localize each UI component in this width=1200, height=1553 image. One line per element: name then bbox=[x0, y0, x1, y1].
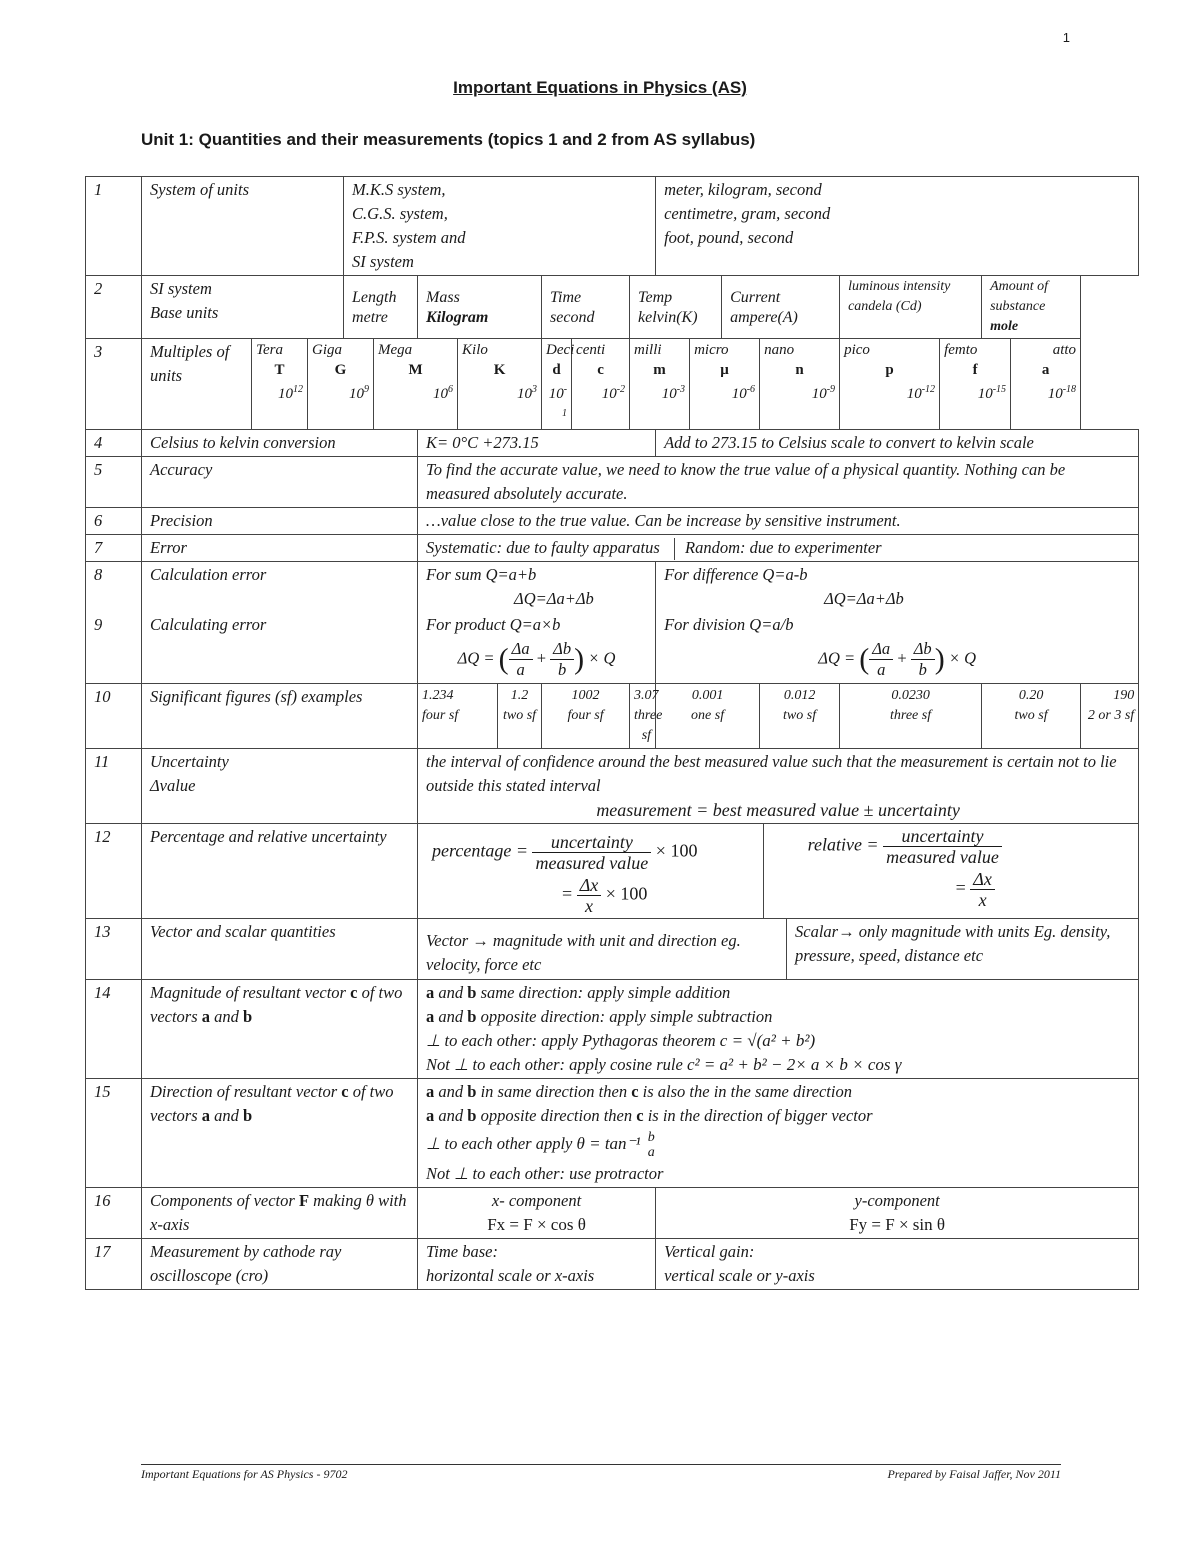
prefix-cell: Giga G $10^9$ bbox=[308, 339, 374, 430]
row-number: 11 bbox=[86, 749, 142, 824]
row-number: 15 bbox=[86, 1079, 142, 1188]
prefix-cell: Deci d $10^{-1}$ bbox=[542, 339, 572, 430]
prefix-cell: atto a $10^{-18}$ bbox=[1011, 339, 1081, 430]
kelvin-formula: K= 0°C +273.15 bbox=[418, 430, 656, 457]
row-number: 9 bbox=[86, 612, 142, 684]
row-number: 16 bbox=[86, 1188, 142, 1239]
prefix-cell: micro μ $10^{-6}$ bbox=[690, 339, 760, 430]
document-title: Important Equations in Physics (AS) bbox=[453, 78, 747, 97]
sf-example: 1002 four sf bbox=[542, 684, 630, 749]
row-6 bbox=[86, 508, 1139, 535]
row-topic: System of units bbox=[142, 177, 344, 276]
row-topic: Calculating error bbox=[142, 612, 418, 684]
si-base-unit: Current ampere(A) bbox=[722, 276, 840, 339]
kelvin-note: Add to 273.15 to Celsius scale to convert to kelvin scale bbox=[656, 430, 1139, 457]
unit-title: Unit 1: Quantities and their measurements (topics 1 and 2 from AS syllabus) bbox=[141, 130, 756, 149]
row-number: 13 bbox=[86, 919, 142, 980]
row-topic: Measurement by cathode ray oscilloscope (cro) bbox=[142, 1239, 418, 1290]
sf-example: 0.001 one sf bbox=[656, 684, 760, 749]
row-topic: Uncertainty Δvalue bbox=[142, 749, 418, 824]
sf-example: 0.0230 three sf bbox=[840, 684, 982, 749]
row-topic: Error bbox=[142, 535, 418, 562]
uncertainty-formula: measurement = best measured value ± uncertainty bbox=[596, 800, 960, 821]
sf-example: 0.20 two sf bbox=[982, 684, 1081, 749]
precision-text: …value close to the true value. Can be increase by sensitive instrument. bbox=[418, 508, 1139, 535]
sf-example: 1.234 four sf bbox=[418, 684, 498, 749]
row-14 bbox=[86, 980, 1139, 1079]
relative-error-formula: ΔQ = ( $\frac{\Delta a}{a}$ + $\frac{\Delta b}{b}$ ) × Q bbox=[818, 639, 976, 680]
vector-definition: Vector → magnitude with unit and direction eg. velocity, force etc bbox=[426, 931, 741, 975]
footer-left: Important Equations for AS Physics - 9702 bbox=[141, 1467, 348, 1481]
prefix-cell: Kilo K $10^3$ bbox=[458, 339, 542, 430]
row-topic: Significant figures (sf) examples bbox=[142, 684, 418, 749]
x-component: x- component Fx = F × cos θ bbox=[418, 1188, 656, 1239]
row-13 bbox=[86, 919, 1139, 980]
si-base-unit: luminous intensity candela (Cd) bbox=[840, 276, 982, 339]
footer-right: Prepared by Faisal Jaffer, Nov 2011 bbox=[887, 1467, 1061, 1481]
prefix-cell: pico p $10^{-12}$ bbox=[840, 339, 940, 430]
sf-example: 1.2 two sf bbox=[498, 684, 542, 749]
row-2 bbox=[86, 276, 1139, 339]
division-error: For division Q=a/b ΔQ = ( $\frac{\Delta a}{a}$ + $\frac{\Delta b}{b}$ ) × Q bbox=[656, 612, 1139, 684]
prefix-cell: nano n $10^{-9}$ bbox=[760, 339, 840, 430]
row-number: 12 bbox=[86, 824, 142, 919]
prefix-cell: Mega M $10^6$ bbox=[374, 339, 458, 430]
row-4 bbox=[86, 430, 1139, 457]
si-base-unit: Amount of substance mole bbox=[982, 276, 1081, 339]
unit-systems-list: M.K.S system, C.G.S. system, F.P.S. system and SI system bbox=[344, 177, 656, 276]
row-16 bbox=[86, 1188, 1139, 1239]
row-10 bbox=[86, 684, 1139, 749]
row-topic: Magnitude of resultant vector c of two vectors a and b bbox=[142, 980, 418, 1079]
row-topic: Celsius to kelvin conversion bbox=[142, 430, 418, 457]
row-9 bbox=[86, 612, 1139, 684]
row-11 bbox=[86, 749, 1139, 824]
row-topic: Accuracy bbox=[142, 457, 418, 508]
prefix-cell: femto f $10^{-15}$ bbox=[940, 339, 1011, 430]
row-number: 10 bbox=[86, 684, 142, 749]
row-topic: Components of vector F making θ with x-axis bbox=[142, 1188, 418, 1239]
row-number: 1 bbox=[86, 177, 142, 276]
row-3 bbox=[86, 339, 1139, 430]
error-types: Systematic: due to faulty apparatus Random: due to experimenter bbox=[418, 535, 1139, 562]
y-component: y-component Fy = F × sin θ bbox=[656, 1188, 1139, 1239]
row-5 bbox=[86, 457, 1139, 508]
row-number: 4 bbox=[86, 430, 142, 457]
row-number: 8 bbox=[86, 562, 142, 613]
row-7 bbox=[86, 535, 1139, 562]
cro-vertical-gain: Vertical gain: vertical scale or y-axis bbox=[656, 1239, 1139, 1290]
row-15 bbox=[86, 1079, 1139, 1188]
row-topic: Direction of resultant vector c of two vectors a and b bbox=[142, 1079, 418, 1188]
row-number: 14 bbox=[86, 980, 142, 1079]
resultant-direction-rules: a and b in same direction then c is also the in the same direction a and b opposite direction then c is in the direction of bigger vector ⊥ to each other apply θ = tan⁻¹ b a Not ⊥ to each other: use protractor bbox=[418, 1079, 1139, 1188]
prefix-cell: Tera T $10^{12}$ bbox=[252, 339, 308, 430]
row-1 bbox=[86, 177, 1139, 276]
sf-example: 3.07 three sf bbox=[630, 684, 656, 749]
si-base-unit: Length metre bbox=[344, 276, 418, 339]
row-8 bbox=[86, 562, 1139, 613]
row-topic: Percentage and relative uncertainty bbox=[142, 824, 418, 919]
row-number: 6 bbox=[86, 508, 142, 535]
cro-time-base: Time base: horizontal scale or x-axis bbox=[418, 1239, 656, 1290]
row-topic: Multiples of units bbox=[142, 339, 252, 430]
si-base-unit: Mass Kilogram bbox=[418, 276, 542, 339]
sf-example: 0.012 two sf bbox=[760, 684, 840, 749]
vector-scalar bbox=[418, 919, 1139, 980]
equations-table bbox=[85, 176, 1139, 1290]
prefix-cell: centi c $10^{-2}$ bbox=[572, 339, 630, 430]
accuracy-text: To find the accurate value, we need to know the true value of a physical quantity. Nothing can be measured absolutely accurate. bbox=[418, 457, 1139, 508]
page-number: 1 bbox=[1062, 30, 1070, 45]
row-number: 5 bbox=[86, 457, 142, 508]
row-number: 7 bbox=[86, 535, 142, 562]
si-base-unit: Temp kelvin(K) bbox=[630, 276, 722, 339]
difference-error: For difference Q=a-b ΔQ=Δa+Δb bbox=[656, 562, 1139, 613]
scalar-definition: Scalar→ only magnitude with units Eg. density, pressure, speed, distance etc bbox=[786, 919, 1138, 979]
row-number: 3 bbox=[86, 339, 142, 430]
prefix-cell: milli m $10^{-3}$ bbox=[630, 339, 690, 430]
row-17 bbox=[86, 1239, 1139, 1290]
uncertainty-formulas: percentage = $\frac{\text{uncertainty}}{\text{measured value}}$ × 100 = $\frac{\Delta x}{x}$ × 100 relative = $\frac{\text{uncertainty}}{\text{measured value}}$ = $\frac{\Delta x}{x}$ bbox=[418, 824, 1139, 919]
sf-example: 190 2 or 3 sf bbox=[1081, 684, 1139, 749]
row-topic: Precision bbox=[142, 508, 418, 535]
row-12 bbox=[86, 824, 1139, 919]
row-number: 2 bbox=[86, 276, 142, 339]
si-base-unit: Time second bbox=[542, 276, 630, 339]
row-topic: Calculation error bbox=[142, 562, 418, 613]
product-error: For product Q=a×b ΔQ = ( $\frac{\Delta a}{a}$ + $\frac{\Delta b}{b}$ ) × Q bbox=[418, 612, 656, 684]
row-number: 17 bbox=[86, 1239, 142, 1290]
resultant-magnitude-rules: a and b same direction: apply simple addition a and b opposite direction: apply simple subtraction ⊥ to each other: apply Pythagoras theorem c = √(a² + b²) Not ⊥ to each other: apply cosine rule c² = a² + b² − 2× a × b × cos γ bbox=[418, 980, 1139, 1079]
footer-divider bbox=[141, 1464, 1061, 1465]
relative-error-formula: ΔQ = ( $\frac{\Delta a}{a}$ + $\frac{\Delta b}{b}$ ) × Q bbox=[457, 639, 616, 680]
sum-error: For sum Q=a+b ΔQ=Δa+Δb bbox=[418, 562, 656, 613]
row-topic: SI system Base units bbox=[142, 276, 344, 339]
row-topic: Vector and scalar quantities bbox=[142, 919, 418, 980]
uncertainty-definition: the interval of confidence around the best measured value such that the measurement is certain not to lie outside this stated interval measurement = best measured value ± uncertainty bbox=[418, 749, 1139, 824]
unit-systems-units: meter, kilogram, second centimetre, gram, second foot, pound, second bbox=[656, 177, 1139, 276]
